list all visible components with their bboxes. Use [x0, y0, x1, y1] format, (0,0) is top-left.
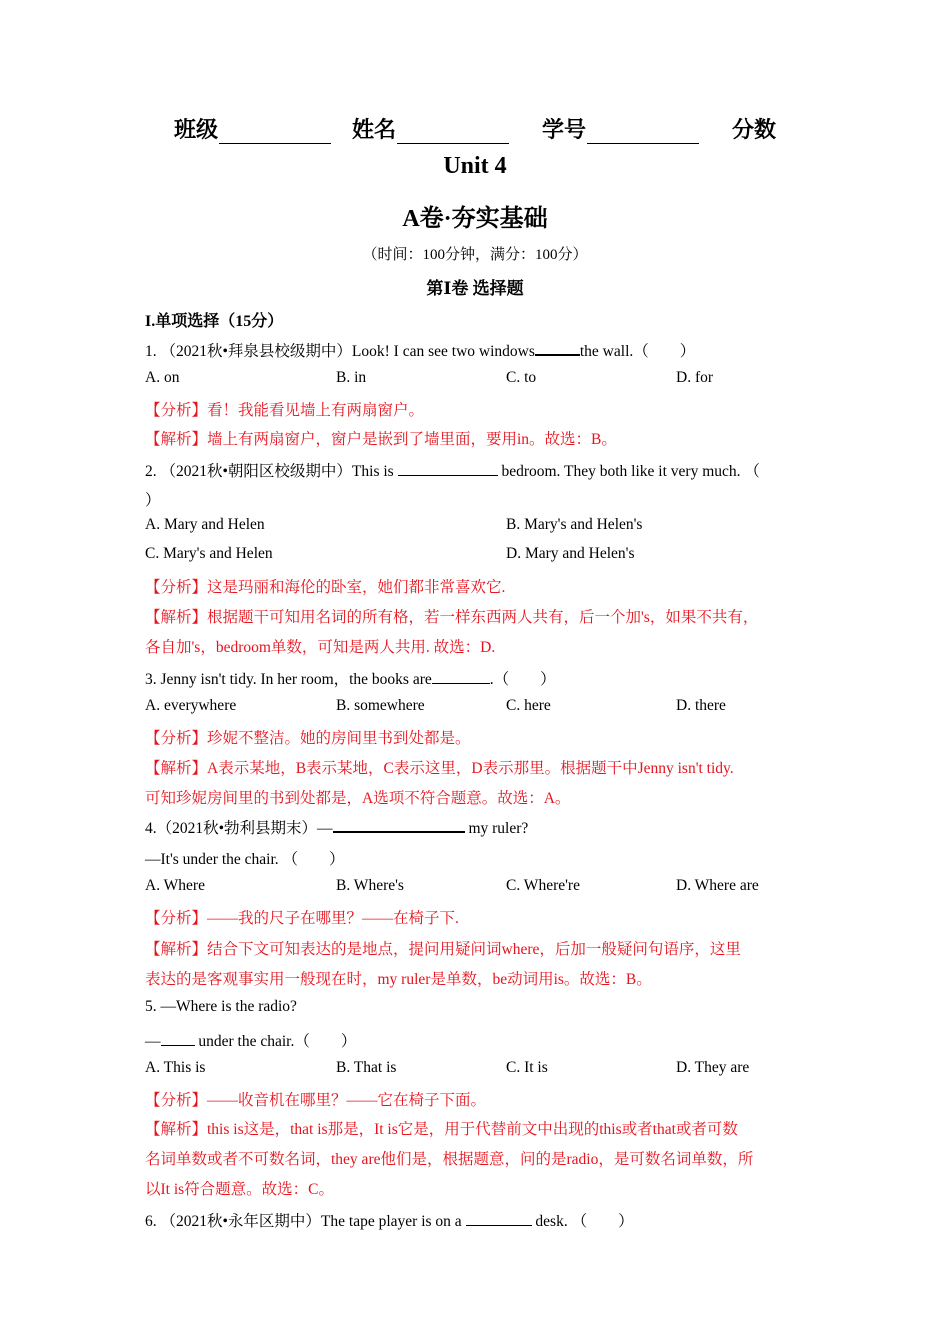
question-3-explanation: 【解析】A表示某地，B表示某地，C表示这里，D表示那里。根据题干中Jenny isn't tidy. — [145, 760, 734, 777]
question-5-explanation: 名词单数或者不可数名词，they are他们是，根据题意，问的是radio，是可数名词单数，所 — [145, 1151, 754, 1168]
question-2-stem: 2. （2021秋•朝阳区校级期中）This is bedroom. They both like it very much. （ — [145, 459, 760, 481]
question-3-stem: 3. Jenny isn't tidy. In her room，the books are .（ ） — [145, 667, 556, 689]
option-c[interactable]: C. It is — [506, 1059, 548, 1076]
option-d[interactable]: D. Mary and Helen's — [506, 545, 635, 562]
class-field: 班级 — [174, 113, 331, 144]
option-b[interactable]: B. somewhere — [336, 697, 425, 714]
option-c[interactable]: C. here — [506, 697, 551, 714]
question-3-explanation: 可知珍妮房间里的书到处都是，A选项不符合题意。故选：A。 — [145, 790, 571, 807]
name-blank[interactable] — [397, 121, 509, 144]
option-a[interactable]: A. on — [145, 369, 180, 386]
option-d[interactable]: D. there — [676, 697, 726, 714]
option-b[interactable]: B. Mary's and Helen's — [506, 516, 643, 533]
option-b[interactable]: B. in — [336, 369, 367, 386]
answer-blank[interactable] — [466, 1210, 532, 1226]
question-3-analysis: 【分析】珍妮不整洁。她的房间里书到处都是。 — [145, 730, 471, 747]
question-5-reply: — under the chair.（ ） — [145, 1029, 356, 1051]
question-2-explanation: 【解析】根据题干可知用名词的所有格，若一样东西两人共有，后一个加's，如果不共有， — [145, 609, 759, 626]
class-blank[interactable] — [219, 121, 331, 144]
answer-blank[interactable] — [398, 460, 498, 476]
question-6-stem: 6. （2021秋•永年区期中）The tape player is on a desk. （ ） — [145, 1209, 634, 1231]
question-1-stem: 1. （2021秋•拜泉县校级期中）Look! I can see two windows the wall.（ ） — [145, 339, 695, 361]
question-4-explanation: 【解析】结合下文可知表达的是地点，提问用疑问词where，后加一般疑问句语序，这里 — [145, 941, 741, 958]
question-2-explanation: 各自加's，bedroom单数，可知是两人共用. 故选：D. — [145, 639, 496, 656]
question-4-analysis: 【分析】——我的尺子在哪里？——在椅子下. — [145, 910, 459, 927]
question-2-analysis: 【分析】这是玛丽和海伦的卧室，她们都非常喜欢它. — [145, 579, 506, 596]
option-a[interactable]: A. Mary and Helen — [145, 516, 265, 533]
option-c[interactable]: C. to — [506, 369, 537, 386]
unit-title: Unit 4 — [443, 153, 507, 179]
question-1-analysis: 【分析】看！我能看见墙上有两扇窗户。 — [145, 402, 425, 419]
question-4-stem: 4.（2021秋•勃利县期末）— my ruler? — [145, 816, 528, 838]
paper-title: A卷·夯实基础 — [402, 206, 548, 232]
score-field: 分数 — [732, 117, 777, 142]
question-1-explanation: 【解析】墙上有两扇窗户，窗户是嵌到了墙里面，要用in。故选：B。 — [145, 431, 617, 448]
time-note: （时间：100分钟，满分：100分） — [362, 247, 588, 263]
student-number-blank[interactable] — [587, 121, 699, 144]
answer-blank[interactable] — [161, 1030, 195, 1046]
option-c[interactable]: C. Mary's and Helen — [145, 545, 273, 562]
option-a[interactable]: A. This is — [145, 1059, 206, 1076]
question-2-stem-end: ） — [145, 492, 161, 509]
option-b[interactable]: B. Where's — [336, 877, 404, 894]
option-a[interactable]: A. Where — [145, 877, 205, 894]
question-4-reply: —It's under the chair. （ ） — [145, 851, 345, 868]
option-c[interactable]: C. Where're — [506, 877, 580, 894]
question-5-stem: 5. —Where is the radio? — [145, 998, 297, 1015]
question-5-analysis: 【分析】——收音机在哪里？——它在椅子下面。 — [145, 1092, 487, 1109]
question-5-explanation: 【解析】this is这是，that is那是，It is它是，用于代替前文中出现的this或者that或者可数 — [145, 1121, 738, 1138]
option-b[interactable]: B. That is — [336, 1059, 397, 1076]
option-a[interactable]: A. everywhere — [145, 697, 237, 714]
answer-blank[interactable] — [432, 668, 490, 684]
section-title: 第Ⅰ卷 选择题 — [426, 279, 524, 298]
student-number-field: 学号 — [542, 113, 699, 144]
answer-blank[interactable] — [333, 816, 465, 833]
question-4-explanation: 表达的是客观事实用一般现在时，my ruler是单数，be动词用is。故选：B。 — [145, 971, 652, 988]
option-d[interactable]: D. Where are — [676, 877, 759, 894]
answer-blank[interactable] — [535, 339, 580, 356]
question-5-explanation: 以It is符合题意。故选：C。 — [145, 1181, 335, 1198]
part-heading: I.单项选择（15分） — [145, 313, 284, 330]
name-field: 姓名 — [352, 113, 509, 144]
option-d[interactable]: D. They are — [676, 1059, 750, 1076]
option-d[interactable]: D. for — [676, 369, 714, 386]
